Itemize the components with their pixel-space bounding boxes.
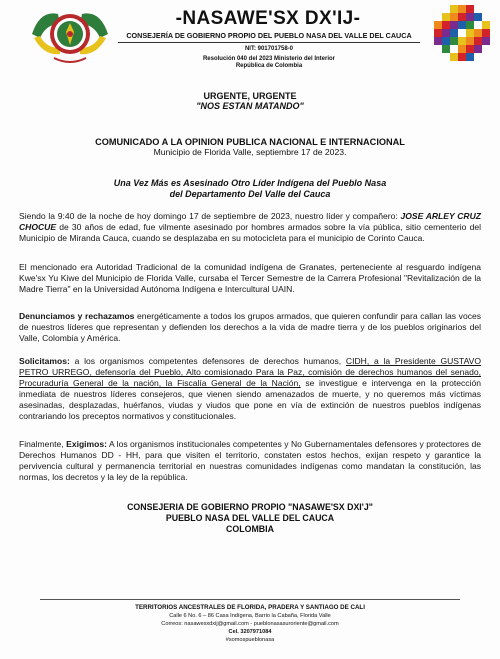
paragraph-demands (19, 439, 481, 483)
footer-divider (40, 599, 460, 600)
p4-text-a: a los organismos competentes defensores de derechos humanos, (69, 356, 346, 366)
signature-line-1: CONSEJERIA DE GOBIERNO PROPIO "NASAWE'SX DXI'J" (127, 502, 373, 512)
p5-text-b: A los organismos institucionales competentes y No Gubernamentales defensores y protectores de Derechos Humanos DD - HH, para que visiten el territorio, constaten estos hechos, exijan respeto y garantice la pervivencia cultural y permanencia territorial en nuestras comunidades indígenas como mandatan la constitución, las normas, los decretos y la ley de la república. (19, 439, 481, 482)
urgent-heading: URGENTE, URGENTE (203, 91, 297, 101)
headline-line-2: del Departamento Del Valle del Cauca (169, 189, 331, 199)
signature-line-2: PUEBLO NASA DEL VALLE DEL CAUCA (165, 513, 335, 523)
victim-name: JOSE ARLEY CRUZ CHOCUE (19, 211, 482, 232)
chakana-wiphala-logo (434, 4, 490, 62)
communique-title: COMUNICADO A LA OPINION PUBLICA NACIONAL E INTERNACIONAL (95, 137, 405, 147)
organization-subtitle: CONSEJERÍA DE GOBIERNO PROPIO DEL PUEBLO NASA DEL VALLE DEL CAUCA (126, 31, 412, 40)
country-line: República de Colombia (235, 63, 303, 69)
nasa-emblem-logo (30, 4, 110, 68)
footer-address: Calle 6 No. 6 – 86 Casa Indígena, Barrio la Cabaña, Florida Valle (169, 613, 331, 619)
demands-lead: Exigimos: (66, 439, 107, 449)
p3-text: energéticamente a todos los grupos armados, que quieren confundir para callan las voces de nuestros líderes que representan y defienden los derechos a la vida de madre tierra y de los pueblos originarios del Valle, Colombia y América. (19, 311, 481, 343)
resolution-line: Resolución 040 del 2023 Ministerio del Interior (202, 56, 336, 62)
headline-line-1: Una Vez Más es Asesinado Otro Líder Indígena del Pueblo Nasa (113, 178, 387, 188)
footer-territories: TERRITORIOS ANCESTRALES DE FLORIDA, PRADERA Y SANTIAGO DE CALI (135, 604, 365, 611)
p4-text-b: se investigue e intervenga en la protección inmediata de nuestros líderes consejeros, que vienen siendo amenazados de muerte, y no queremos más víctimas asesinadas, desplazadas, huérfanos, viudas y viudos que pone en vía de extinción de nuestros pueblos indígenas contrariando los preceptos normativos y constitucionales. (19, 377, 481, 421)
footer-emails: Correos: nasawesxdxij@gmail.com - pueblonasasuroriente@gmail.com (161, 621, 339, 627)
paragraph-requests (19, 356, 481, 421)
paragraph-murder-report (19, 211, 481, 244)
nit-number: NIT: 901701758-0 (244, 46, 294, 52)
p4-institutions-underlined: CIDH, a la Presidente GUSTAVO PETRO URREGO, defensoría del Pueblo, Alto comisionado Para la Paz, comisión de derechos humanos del senado, Procuraduría General de la nación, la Fiscalía General de la Nación, (19, 356, 481, 388)
denounce-lead: Denunciamos y rechazamos (19, 311, 135, 321)
paragraph-victim-profile: El mencionado era Autoridad Tradicional de la comunidad indígena de Granates, perteneciente al resguardo indígena Kwe'sx Yu Kiwe del Municipio de Florida Valle, cursaba el Tercer Semestre de la Carrera Profesional "Revitalización de la Madre Tierra" en la Universidad Autónoma Indígena e Intercultural UAIN. (19, 262, 481, 294)
footer-phone: Cel. 3207971084 (228, 629, 272, 635)
p1-text-b: de 30 años de edad, fue vilmente asesinado por hombres armados sobre la vía pública, sitio cementerio del Municipio de Miranda Cauca, cuando se desplazaba en su motocicleta para el municipio de Corinto Cauca. (19, 221, 481, 243)
p5-text-a: Finalmente, (19, 439, 67, 449)
organization-title: -NASAWE'SX DX'IJ- (175, 8, 361, 29)
paragraph-denounce (19, 311, 481, 344)
header-divider (118, 42, 420, 43)
urgent-subheading: "NOS ESTAN MATANDO" (196, 101, 304, 111)
p1-text-a: Siendo la 9:40 de la noche de hoy domingo 17 de septiembre de 2023, nuestro líder y compañero: (19, 211, 401, 221)
requests-lead: Solicitamos: (19, 356, 70, 366)
signature-line-3: COLOMBIA (226, 524, 274, 534)
place-date: Municipio de Florida Valle, septiembre 17 de 2023. (153, 147, 347, 157)
footer-hashtag: #somospueblonasa (225, 637, 275, 643)
